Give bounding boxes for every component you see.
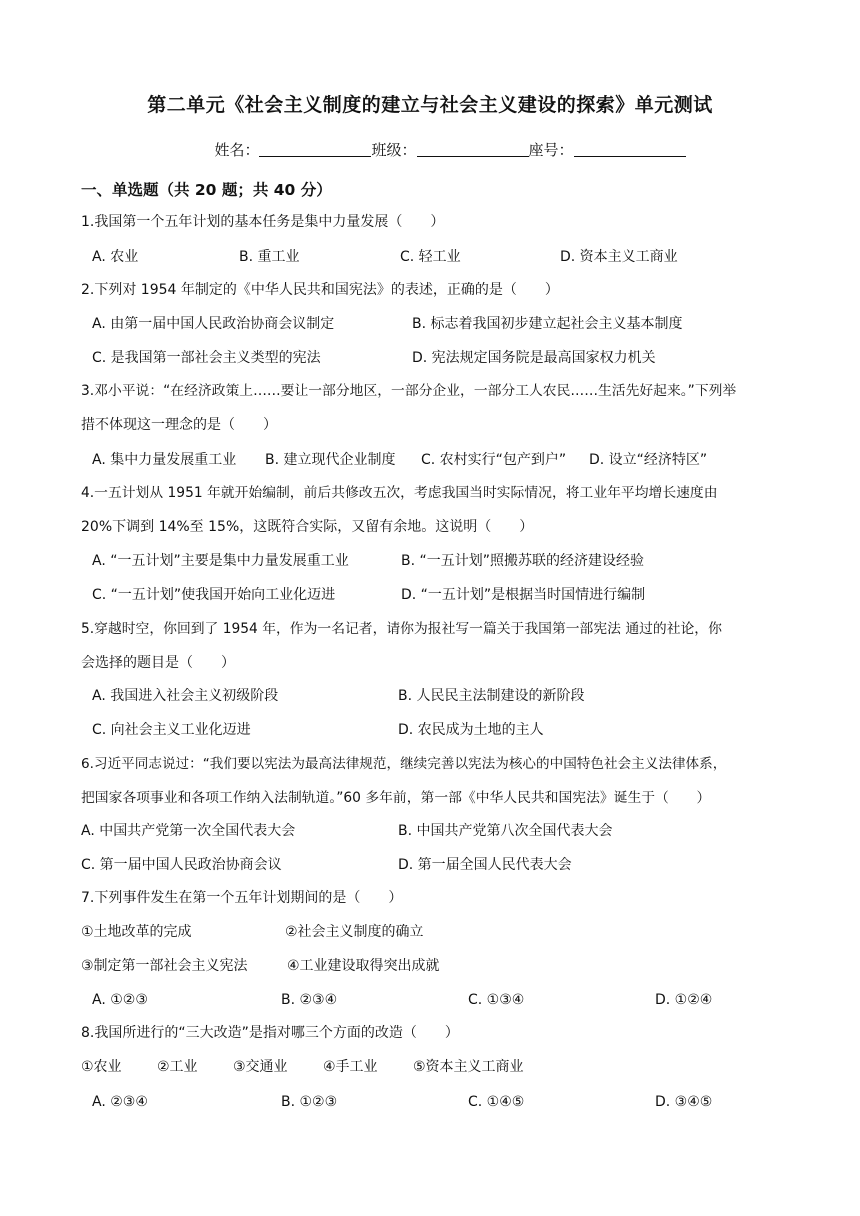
q4-option-c[interactable]: C. “一五计划”使我国开始向工业化迈进 xyxy=(92,587,336,603)
question-3-stem-line1: 3.邓小平说：“在经济政策上……要让一部分地区，一部分企业，一部分工人农民……生活先好起来。”下列举 xyxy=(81,383,737,399)
q7-option-c[interactable]: C. ①③④ xyxy=(468,992,525,1008)
q6-option-c[interactable]: C. 第一届中国人民政治协商会议 xyxy=(81,857,282,873)
q5-option-b[interactable]: B. 人民民主法制建设的新阶段 xyxy=(398,688,585,704)
q4-option-b[interactable]: B. “一五计划”照搬苏联的经济建设经验 xyxy=(401,553,645,569)
question-6-stem-line2: 把国家各项事业和各项工作纳入法制轨道。”60 多年前，第一部《中华人民共和国宪法》诞生于（ ） xyxy=(81,790,711,806)
q5-option-d[interactable]: D. 农民成为土地的主人 xyxy=(398,722,544,738)
q6-option-a[interactable]: A. 中国共产党第一次全国代表大会 xyxy=(81,823,296,839)
class-blank[interactable] xyxy=(417,142,529,157)
question-5-stem-line1: 5.穿越时空，你回到了 1954 年，作为一名记者，请你为报社写一篇关于我国第一部宪法 通过的社论，你 xyxy=(81,621,722,637)
q2-option-b[interactable]: B. 标志着我国初步建立起社会主义基本制度 xyxy=(412,316,683,332)
q3-option-a[interactable]: A. 集中力量发展重工业 xyxy=(92,452,237,468)
q2-option-a[interactable]: A. 由第一届中国人民政治协商会议制定 xyxy=(92,316,335,332)
q7-option-d[interactable]: D. ①②④ xyxy=(655,992,713,1008)
question-3-stem-line2: 措不体现这一理念的是（ ） xyxy=(81,417,277,433)
q3-option-b[interactable]: B. 建立现代企业制度 xyxy=(265,452,396,468)
q8-option-c[interactable]: C. ①④⑤ xyxy=(468,1094,525,1110)
q3-option-c[interactable]: C. 农村实行“包产到户” xyxy=(421,452,567,468)
question-6-stem-line1: 6.习近平同志说过：“我们要以宪法为最高法律规范，继续完善以宪法为核心的中国特色社会主义法律体系， xyxy=(81,756,727,772)
q8-option-d[interactable]: D. ③④⑤ xyxy=(655,1094,713,1110)
question-1-stem: 1.我国第一个五年计划的基本任务是集中力量发展（ ） xyxy=(81,214,445,230)
seat-label: 座号： xyxy=(528,141,574,159)
q4-option-d[interactable]: D. “一五计划”是根据当时国情进行编制 xyxy=(401,587,646,603)
name-blank[interactable] xyxy=(259,142,371,157)
name-label: 姓名： xyxy=(214,141,260,159)
q7-option-b[interactable]: B. ②③④ xyxy=(281,992,338,1008)
q7-item-3: ③制定第一部社会主义宪法 xyxy=(81,958,248,974)
q8-item-3: ③交通业 xyxy=(233,1059,288,1075)
q8-item-5: ⑤资本主义工商业 xyxy=(413,1059,524,1075)
q8-option-a[interactable]: A. ②③④ xyxy=(92,1094,148,1110)
q3-option-d[interactable]: D. 设立“经济特区” xyxy=(589,452,708,468)
question-4-stem-line1: 4.一五计划从 1951 年就开始编制，前后共修改五次，考虑我国当时实际情况，将工业年平均增长速度由 xyxy=(81,485,718,501)
q2-option-c[interactable]: C. 是我国第一部社会主义类型的宪法 xyxy=(92,350,321,366)
seat-blank[interactable] xyxy=(574,142,686,157)
q5-option-c[interactable]: C. 向社会主义工业化迈进 xyxy=(92,722,251,738)
section-heading: 一、单选题（共 20 题；共 40 分） xyxy=(81,181,332,199)
q8-item-2: ②工业 xyxy=(157,1059,198,1075)
question-4-stem-line2: 20%下调到 14%至 15%，这既符合实际，又留有余地。这说明（ ） xyxy=(81,519,534,535)
q1-option-d[interactable]: D. 资本主义工商业 xyxy=(560,249,678,265)
q6-option-d[interactable]: D. 第一届全国人民代表大会 xyxy=(398,857,572,873)
student-info-line xyxy=(0,139,860,160)
question-5-stem-line2: 会选择的题目是（ ） xyxy=(81,655,235,671)
question-2-stem: 2.下列对 1954 年制定的《中华人民共和国宪法》的表述，正确的是（ ） xyxy=(81,282,559,298)
q4-option-a[interactable]: A. “一五计划”主要是集中力量发展重工业 xyxy=(92,553,349,569)
q7-item-4: ④工业建设取得突出成就 xyxy=(287,958,440,974)
q1-option-b[interactable]: B. 重工业 xyxy=(239,249,300,265)
question-7-stem: 7.下列事件发生在第一个五年计划期间的是（ ） xyxy=(81,890,403,906)
q1-option-c[interactable]: C. 轻工业 xyxy=(400,249,461,265)
q5-option-a[interactable]: A. 我国进入社会主义初级阶段 xyxy=(92,688,279,704)
question-8-stem: 8.我国所进行的“三大改造”是指对哪三个方面的改造（ ） xyxy=(81,1025,459,1041)
q7-option-a[interactable]: A. ①②③ xyxy=(92,992,148,1008)
q1-option-a[interactable]: A. 农业 xyxy=(92,249,139,265)
q2-option-d[interactable]: D. 宪法规定国务院是最高国家权力机关 xyxy=(412,350,656,366)
q8-item-4: ④手工业 xyxy=(323,1059,378,1075)
q8-item-1: ①农业 xyxy=(81,1059,122,1075)
q6-option-b[interactable]: B. 中国共产党第八次全国代表大会 xyxy=(398,823,613,839)
q7-item-1: ①土地改革的完成 xyxy=(81,924,192,940)
q8-option-b[interactable]: B. ①②③ xyxy=(281,1094,338,1110)
class-label: 班级： xyxy=(371,141,417,159)
q7-item-2: ②社会主义制度的确立 xyxy=(285,924,424,940)
page-title: 第二单元《社会主义制度的建立与社会主义建设的探索》单元测试 xyxy=(147,94,713,116)
